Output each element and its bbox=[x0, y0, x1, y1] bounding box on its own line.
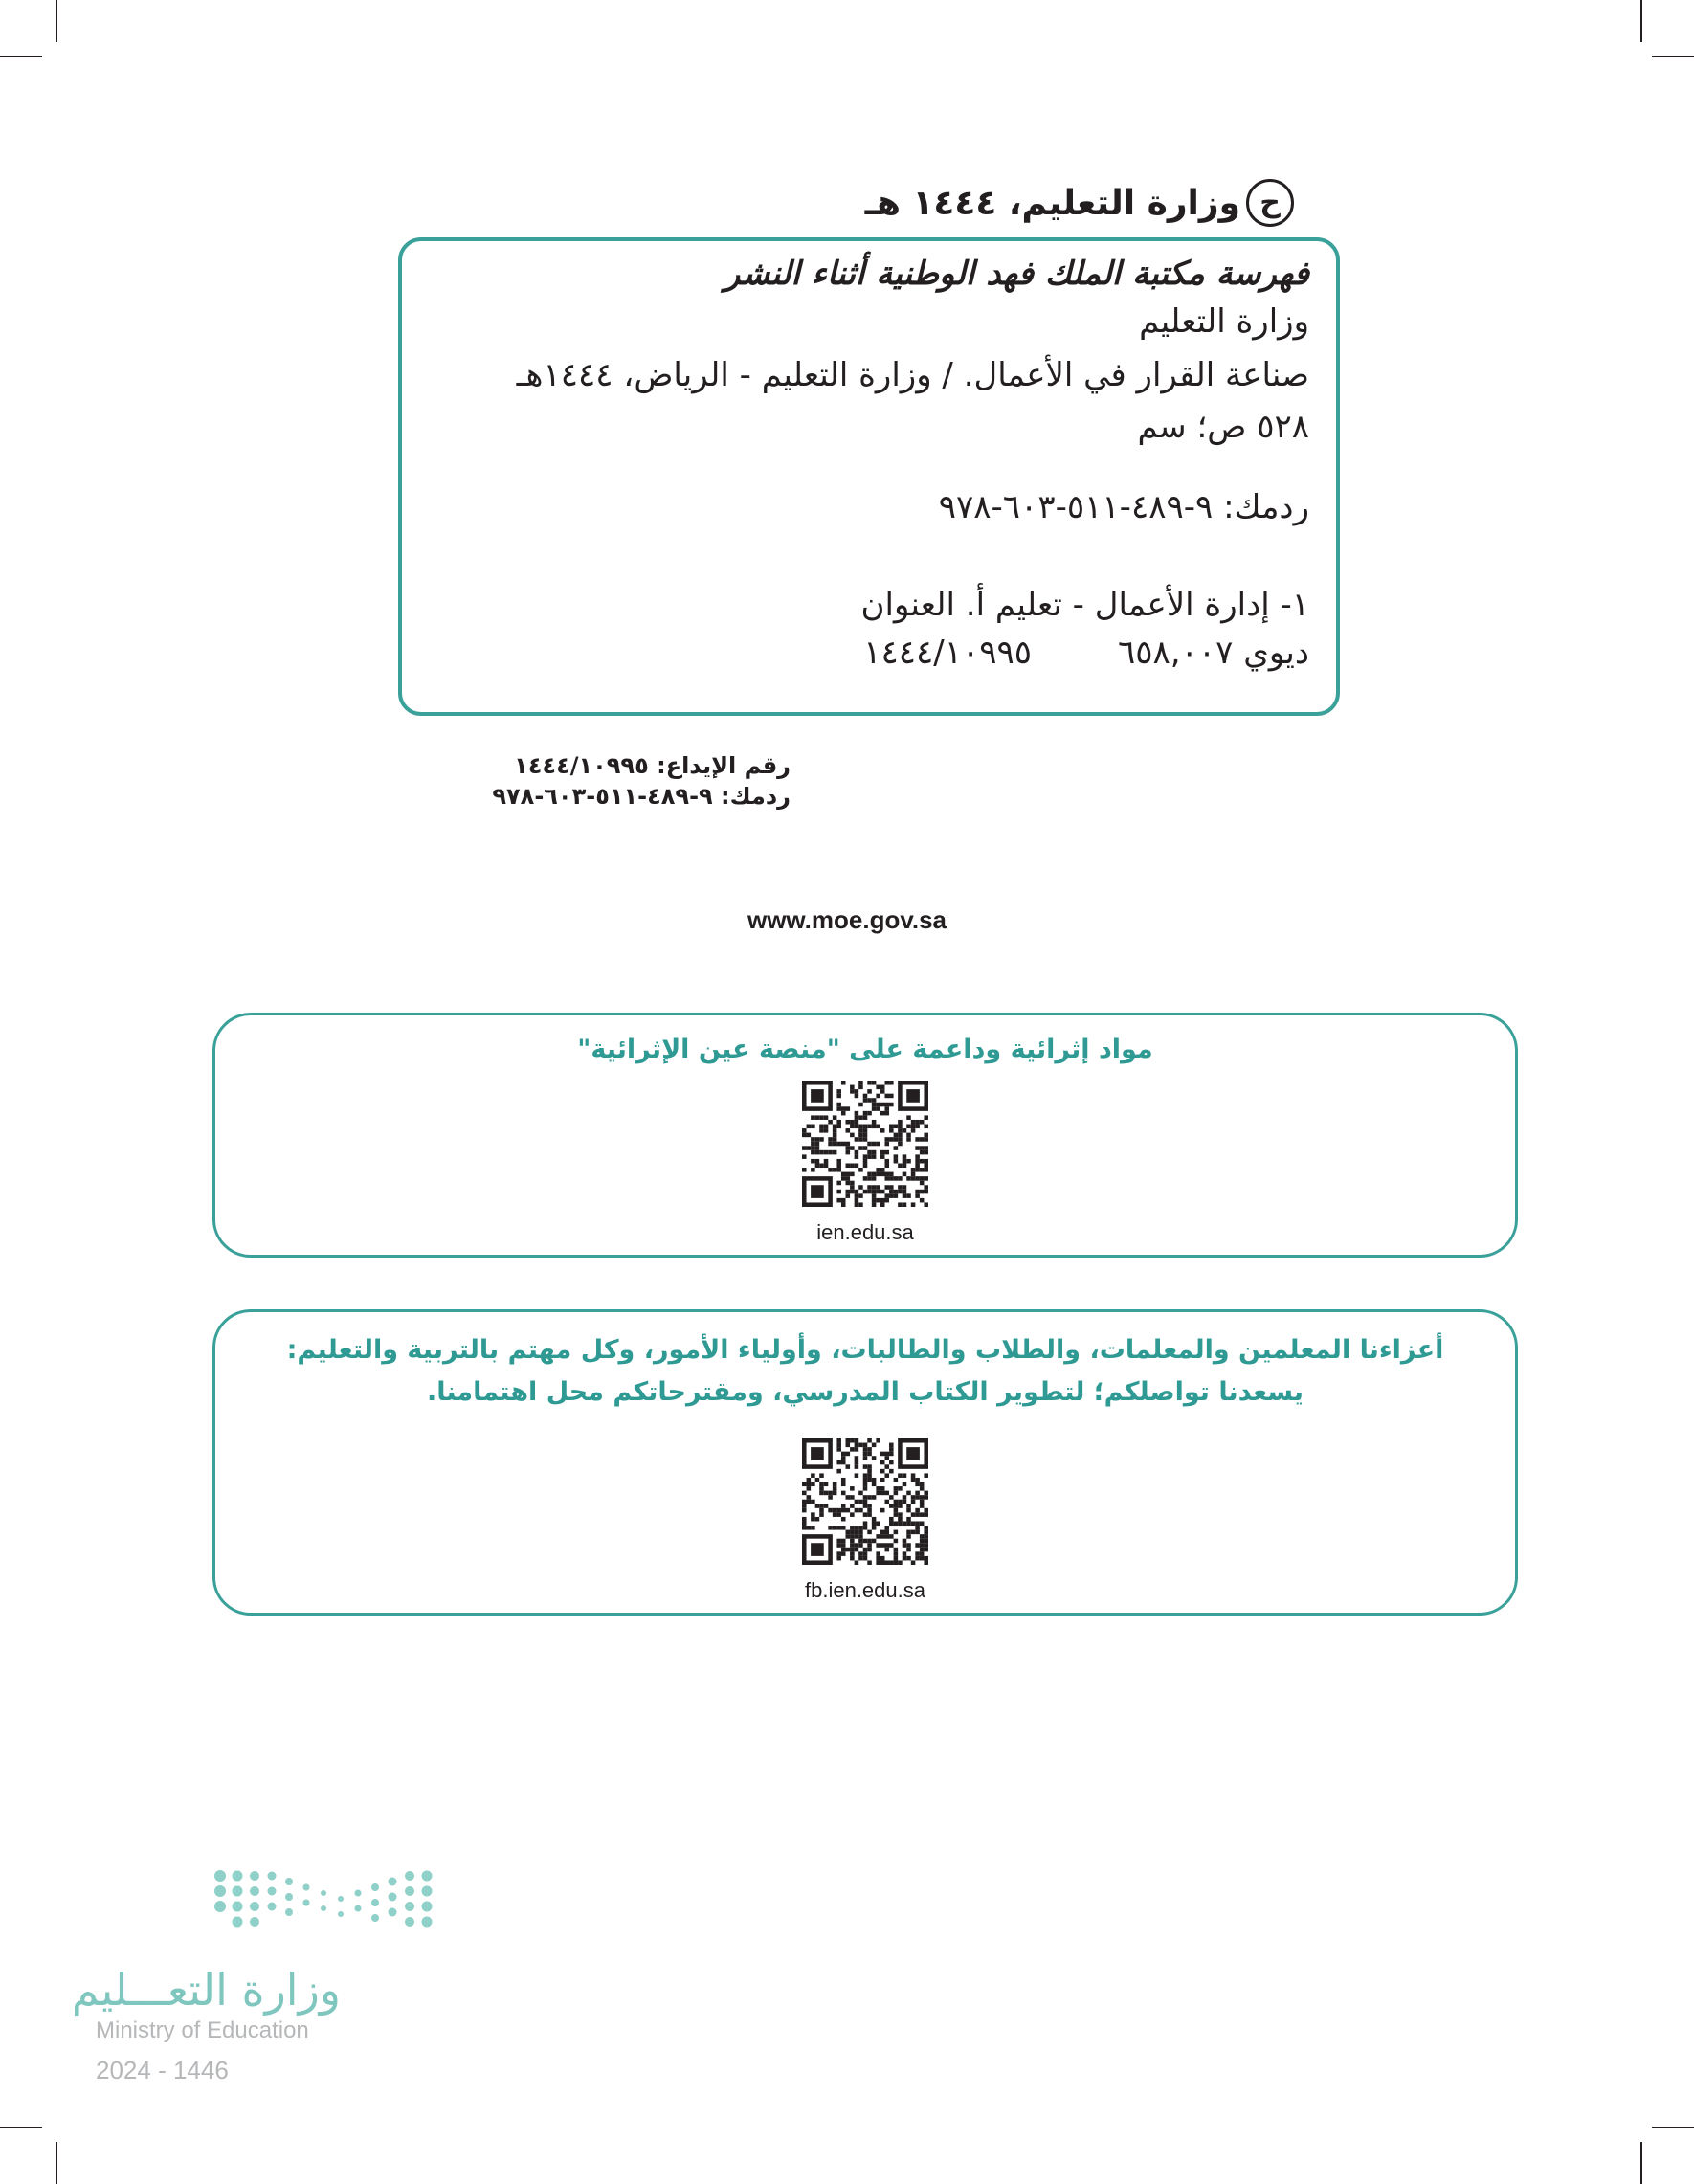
catalog-pages-line: ٥٢٨ ص؛ سم bbox=[1137, 408, 1309, 446]
catalog-subject-line: ١- إدارة الأعمال - تعليم أ. العنوان bbox=[860, 586, 1309, 624]
logo-dot bbox=[250, 1871, 259, 1881]
logo-dot bbox=[389, 1878, 397, 1886]
logo-dot bbox=[405, 1917, 414, 1927]
logo-dot bbox=[338, 1896, 344, 1902]
logo-dot bbox=[233, 1886, 243, 1897]
logo-dot bbox=[422, 1886, 433, 1897]
logo-dot bbox=[214, 1870, 226, 1882]
ministry-website[interactable]: www.moe.gov.sa bbox=[747, 905, 947, 934]
logo-dot bbox=[371, 1914, 379, 1922]
qr-code-icon[interactable] bbox=[802, 1438, 928, 1565]
logo-dot bbox=[303, 1884, 310, 1891]
feedback-line-1: أعزاءنا المعلمين والمعلمات، والطلاب والطالبات، وأولياء الأمور، وكل مهتم بالتربية والتعليم: bbox=[286, 1335, 1444, 1365]
crop-mark bbox=[1640, 2142, 1642, 2184]
logo-dot bbox=[268, 1903, 277, 1911]
logo-dot bbox=[233, 1917, 243, 1928]
enrichment-text: مواد إثرائية وداعمة على "منصة عين الإثرائية" bbox=[577, 1035, 1153, 1064]
enrichment-url[interactable]: ien.edu.sa bbox=[816, 1220, 914, 1244]
deposit-isbn: ردمك: ٩-٤٨٩-٥١١-٦٠٣-٩٧٨ bbox=[492, 783, 791, 810]
feedback-box bbox=[212, 1309, 1518, 1616]
logo-dot bbox=[285, 1878, 293, 1885]
logo-dot bbox=[405, 1902, 414, 1911]
dewey-label: ديوي ٦٥٨,٠٠٧ bbox=[1118, 634, 1309, 672]
dewey-number: ١٤٤٤/١٠٩٩٥ bbox=[863, 634, 1033, 672]
logo-dot bbox=[321, 1890, 326, 1896]
copyright-text: وزارة التعليم، ١٤٤٤ هـ bbox=[864, 183, 1240, 223]
catalog-book-line: صناعة القرار في الأعمال. / وزارة التعليم - الرياض، ١٤٤٤هـ bbox=[516, 356, 1309, 394]
crop-mark bbox=[1640, 0, 1642, 42]
logo-dot bbox=[405, 1871, 414, 1881]
logo-dot bbox=[285, 1893, 293, 1901]
logo-dot bbox=[371, 1883, 379, 1891]
copyright-symbol: ح bbox=[1246, 179, 1294, 227]
catalog-card bbox=[398, 237, 1340, 716]
logo-dot bbox=[389, 1908, 397, 1917]
logo-dot bbox=[303, 1900, 310, 1906]
logo-dot bbox=[250, 1902, 259, 1911]
logo-dot bbox=[285, 1908, 293, 1916]
ministry-logo-icon bbox=[209, 1866, 448, 1949]
catalog-author: وزارة التعليم bbox=[1139, 302, 1309, 341]
copyright-line bbox=[865, 174, 1294, 232]
enrichment-box bbox=[212, 1013, 1518, 1258]
logo-dot bbox=[389, 1893, 397, 1902]
qr-code-icon[interactable] bbox=[802, 1081, 928, 1207]
logo-arabic-text: وزارة التعـــليم bbox=[71, 1964, 341, 2016]
crop-mark bbox=[1652, 2127, 1694, 2128]
crop-mark bbox=[0, 2127, 42, 2128]
feedback-url[interactable]: fb.ien.edu.sa bbox=[805, 1578, 925, 1602]
logo-dot bbox=[422, 1871, 433, 1882]
logo-dot bbox=[338, 1911, 344, 1917]
deposit-number: رقم الإيداع: ١٤٤٤/١٠٩٩٥ bbox=[514, 752, 791, 779]
logo-dot bbox=[405, 1886, 414, 1896]
logo-dot bbox=[268, 1872, 277, 1881]
logo-dot bbox=[250, 1886, 259, 1896]
logo-dot bbox=[233, 1902, 243, 1912]
catalog-title: فهرسة مكتبة الملك فهد الوطنية أثناء النشر bbox=[724, 255, 1309, 293]
catalog-isbn-line: ردمك: ٩-٤٨٩-٥١١-٦٠٣-٩٧٨ bbox=[938, 488, 1309, 526]
logo-dot bbox=[214, 1901, 226, 1912]
logo-dot bbox=[422, 1902, 433, 1912]
crop-mark bbox=[56, 2142, 57, 2184]
feedback-line-2: يسعدنا تواصلكم؛ لتطوير الكتاب المدرسي، ومقترحاتكم محل اهتمامنا. bbox=[426, 1377, 1304, 1407]
logo-dot bbox=[355, 1905, 362, 1912]
logo-dot bbox=[214, 1885, 226, 1897]
catalog-dewey-row bbox=[863, 634, 1309, 672]
logo-dot bbox=[371, 1899, 379, 1906]
crop-mark bbox=[56, 0, 57, 42]
logo-dot bbox=[355, 1890, 362, 1897]
logo-dot bbox=[233, 1871, 243, 1882]
crop-mark bbox=[0, 56, 42, 57]
logo-dot bbox=[422, 1917, 433, 1928]
logo-english-text: Ministry of Education bbox=[96, 2017, 309, 2043]
logo-dot bbox=[250, 1917, 259, 1927]
logo-dot bbox=[268, 1887, 277, 1896]
logo-year: 2024 - 1446 bbox=[96, 2056, 229, 2084]
logo-dot bbox=[321, 1905, 326, 1911]
crop-mark bbox=[1652, 56, 1694, 57]
